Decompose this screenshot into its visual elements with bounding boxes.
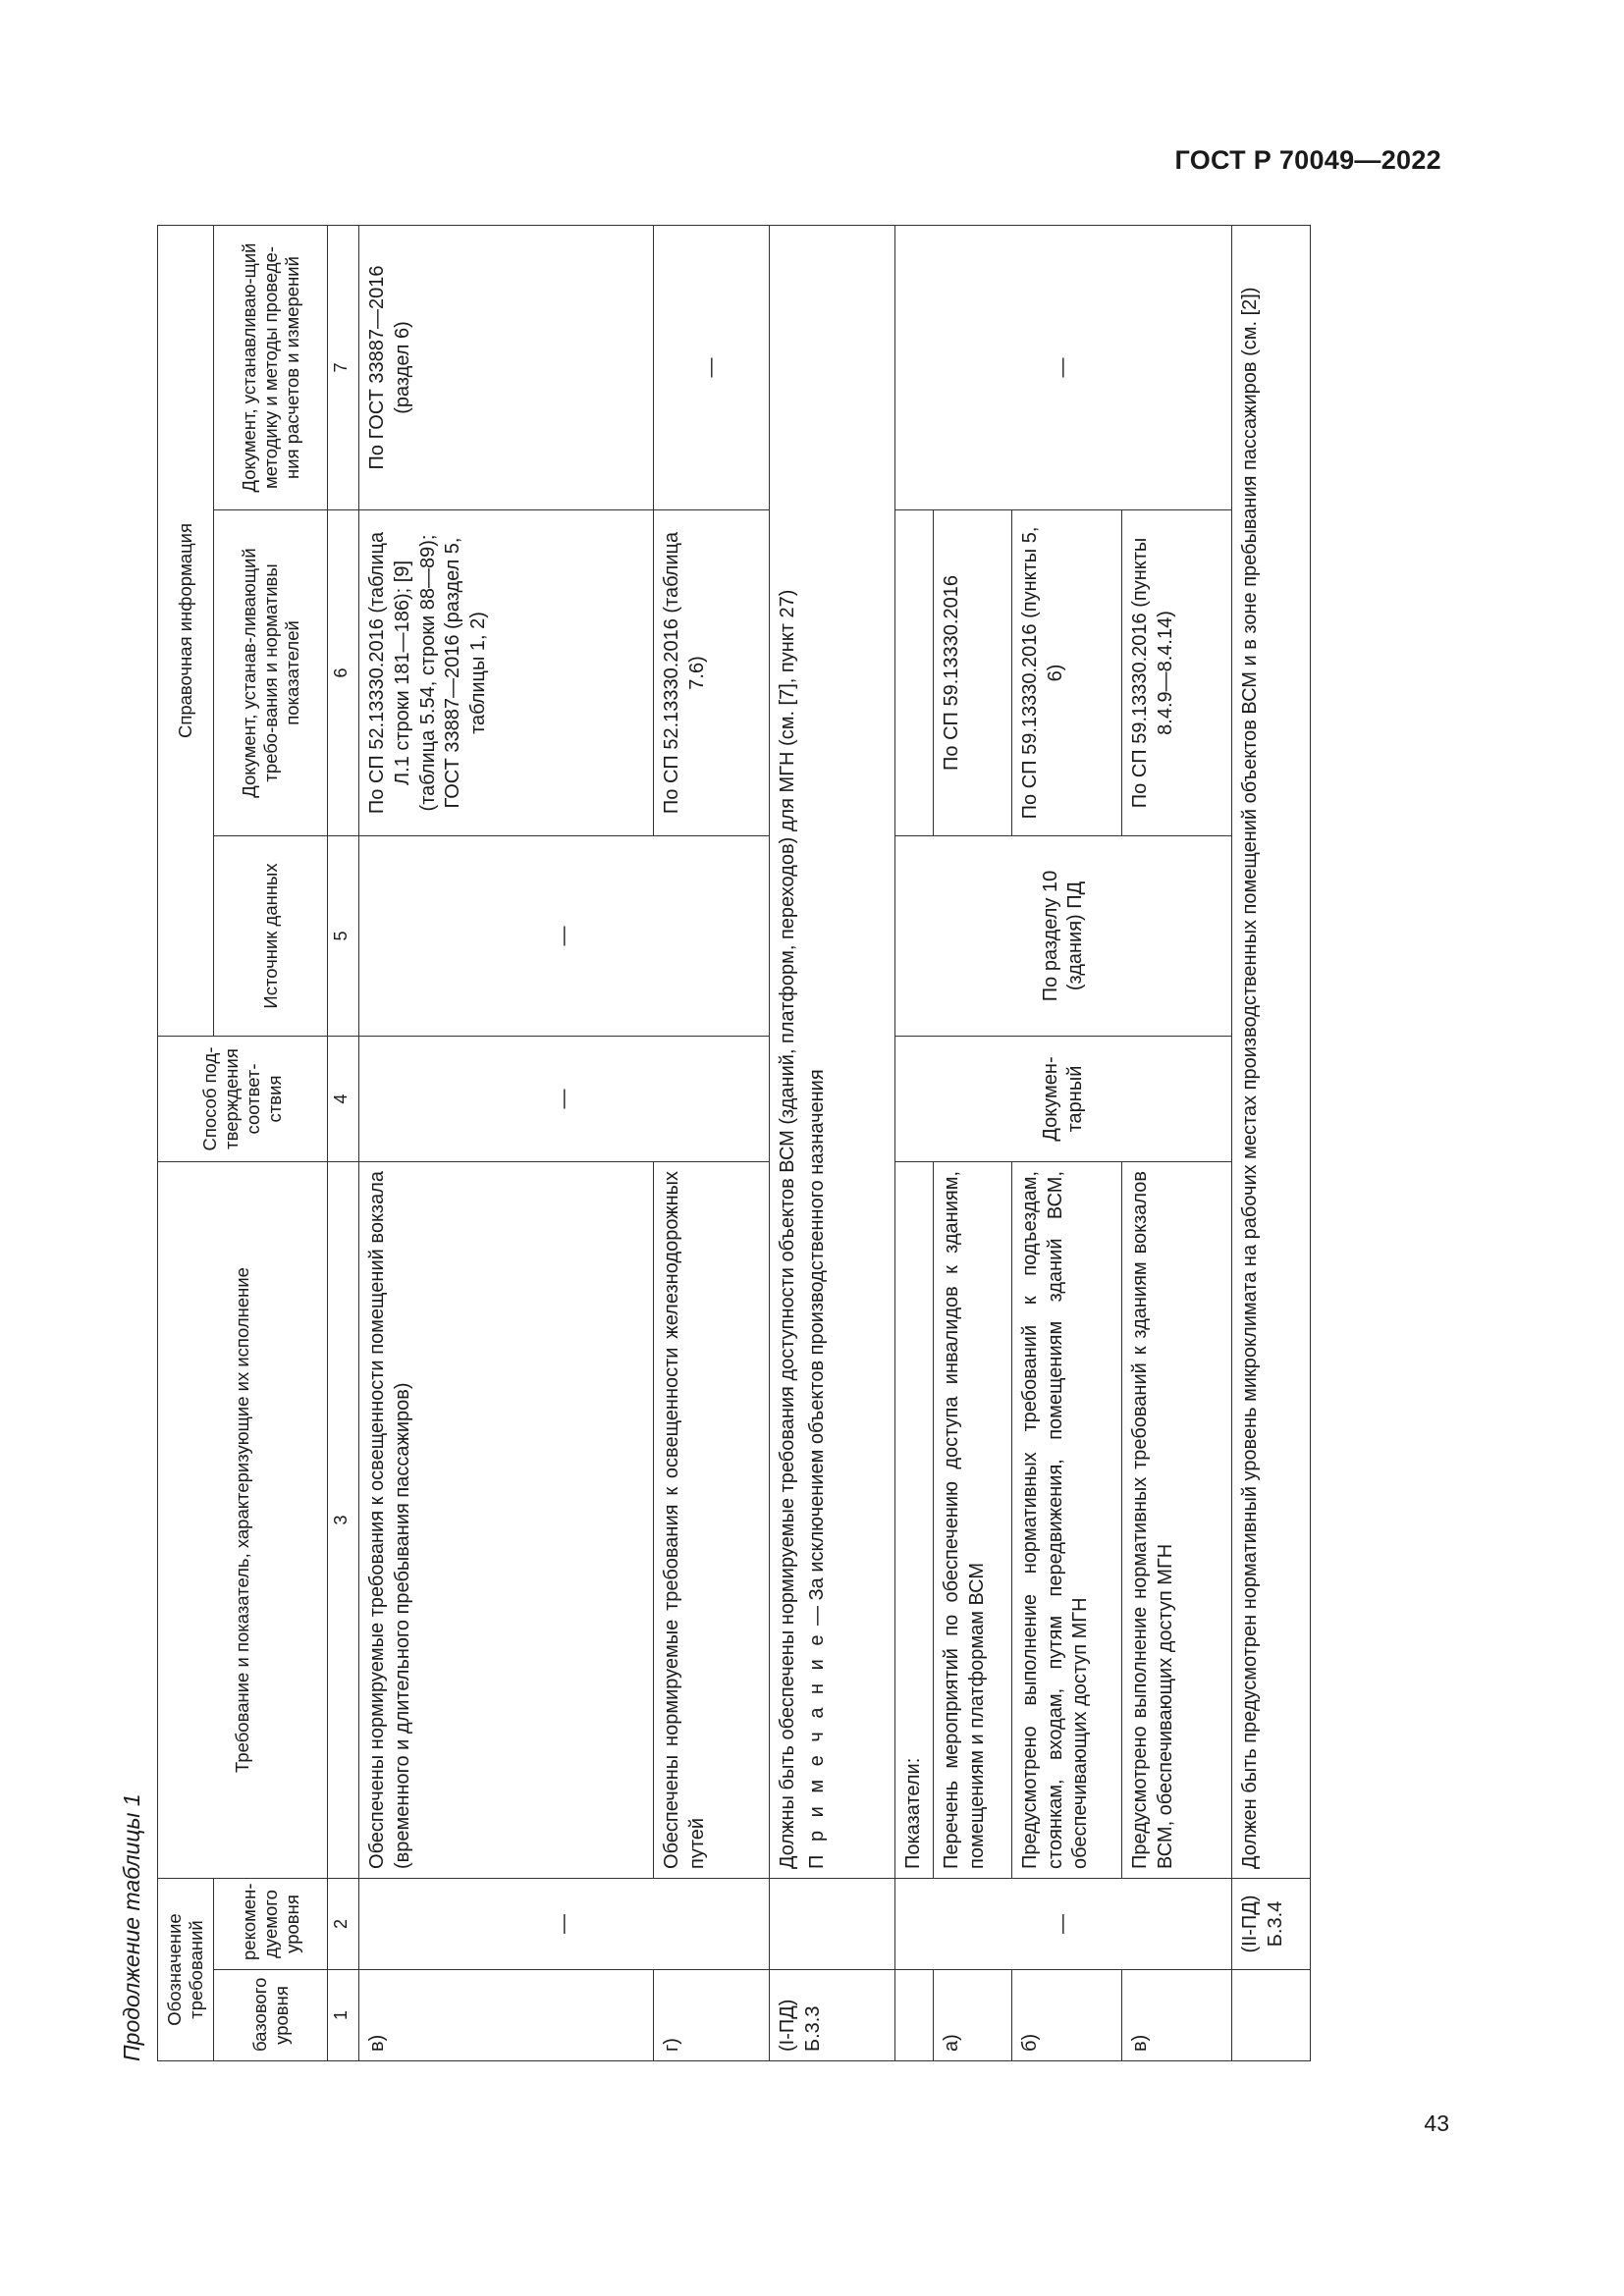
col-requirement: Требование и показатель, характеризующие их исполнение (158, 1161, 328, 1878)
doc-method-cell: — (654, 225, 770, 509)
document-number: ГОСТ Р 70049—2022 (1174, 145, 1441, 175)
doc-req-cell: По СП 59.13330.2016 (пункты 8.4.9—8.4.14) (1121, 509, 1231, 835)
col-designation: Обозначение требований (158, 1878, 214, 2060)
table-row (1231, 225, 1310, 2060)
base-level-cell (895, 1970, 934, 2061)
requirement-cell: Обеспечены нормируемые требования к освещенности помещений вокзала (временного и длительного пребывания пассажиров) (359, 1161, 654, 1878)
requirement-cell: Предусмотрено выполнение нормативных требований к зданиям вокзалов ВСМ, обеспечивающих доступ МГН (1121, 1161, 1231, 1878)
method-cell: — (359, 1036, 770, 1161)
col-base-level: базового уровня (214, 1970, 328, 2061)
note-label: П р и м е ч а н и е (805, 1630, 828, 1869)
source-cell: По разделу 10 (здания) ПД (895, 835, 1232, 1036)
rec-level-cell: — (359, 1878, 770, 1969)
requirement-span-cell (770, 225, 895, 1878)
header-row-1 (158, 225, 214, 2060)
col-number: 1 (328, 1970, 359, 2061)
doc-method-cell: — (895, 225, 1232, 509)
column-numbers-row (328, 225, 359, 2060)
col-number: 2 (328, 1878, 359, 1969)
table-caption: Продолжение таблицы 1 (119, 1793, 144, 2061)
note-text: — За исключением объектов производственного назначения (805, 1069, 828, 1631)
base-level-cell (1231, 1970, 1310, 2061)
rec-level-cell: (II-ПД) Б.3.4 (1231, 1878, 1310, 1969)
col-doc-method: Документ, устанавливаю-щий методику и методы проведе-ния расчетов и измерений (214, 225, 328, 509)
rec-level-cell: — (895, 1878, 1232, 1969)
requirement-cell: Перечень мероприятий по обеспечению доступа инвалидов к зданиям, помещениям и платформам ВСМ (933, 1161, 1011, 1878)
col-number: 7 (328, 225, 359, 509)
requirement-cell: Обеспечены нормируемые требования к освещенности железнодорожных путей (654, 1161, 770, 1878)
col-number: 6 (328, 509, 359, 835)
base-level-cell: г) (654, 1970, 770, 2061)
base-level-cell: в) (1121, 1970, 1231, 2061)
base-level-cell: (I-ПД) Б.3.3 (770, 1970, 895, 2061)
col-number: 5 (328, 835, 359, 1036)
doc-method-cell: По ГОСТ 33887—2016 (раздел 6) (359, 225, 654, 509)
col-number: 3 (328, 1161, 359, 1878)
note (805, 235, 831, 1869)
base-level-cell: в) (359, 1970, 654, 2061)
base-level-cell: а) (933, 1970, 1011, 2061)
doc-req-cell: По СП 52.13330.2016 (таблица Л.1 строки 181—186); [9] (таблица 5.54, строки 88—89); ГОСТ 33887—2016 (раздел 5, таблицы 1, 2) (359, 509, 654, 835)
requirement-span-cell: Должен быть предусмотрен нормативный уровень микроклимата на рабочих местах производственных помещений объектов ВСМ и в зоне пребывания пассажиров (см. [2]) (1231, 225, 1310, 1878)
col-source: Источник данных (214, 835, 328, 1036)
table-row (895, 225, 934, 2060)
col-reference: Справочная информация (158, 225, 214, 1036)
doc-req-cell: По СП 52.13330.2016 (таблица 7.6) (654, 509, 770, 835)
table-row (359, 225, 654, 2060)
col-doc-req: Документ, устанав-ливающий требо-вания и нормативы показателей (214, 509, 328, 835)
requirement-cell: Предусмотрено выполнение нормативных требований к подъездам, стоянкам, входам, путям передвижения, помещениям зданий ВСМ, обеспечивающих доступ МГН (1011, 1161, 1121, 1878)
requirement-text: Должны быть обеспечены нормируемые требования доступности объектов ВСМ (зданий, платформ, переходов) для МГН (см. [7], пункт 27) (777, 589, 799, 1869)
page-number: 43 (1424, 2110, 1449, 2136)
col-method: Способ под-тверждения соответ-ствия (158, 1036, 328, 1161)
col-number: 4 (328, 1036, 359, 1161)
rotated-table-area (114, 226, 1410, 2061)
base-level-cell: б) (1011, 1970, 1121, 2061)
doc-req-cell: По СП 59.13330.2016 (933, 509, 1011, 835)
rec-level-cell (770, 1878, 895, 1969)
requirements-table (157, 225, 1311, 2061)
source-cell: — (359, 835, 770, 1036)
table-row (770, 225, 895, 2060)
indicators-label: Показатели: (895, 1161, 934, 1878)
doc-req-cell (895, 509, 934, 835)
method-cell: Докумен-тарный (895, 1036, 1232, 1161)
doc-req-cell: По СП 59.13330.2016 (пункты 5, 6) (1011, 509, 1121, 835)
col-rec-level: рекомен-дуемого уровня (214, 1878, 328, 1969)
